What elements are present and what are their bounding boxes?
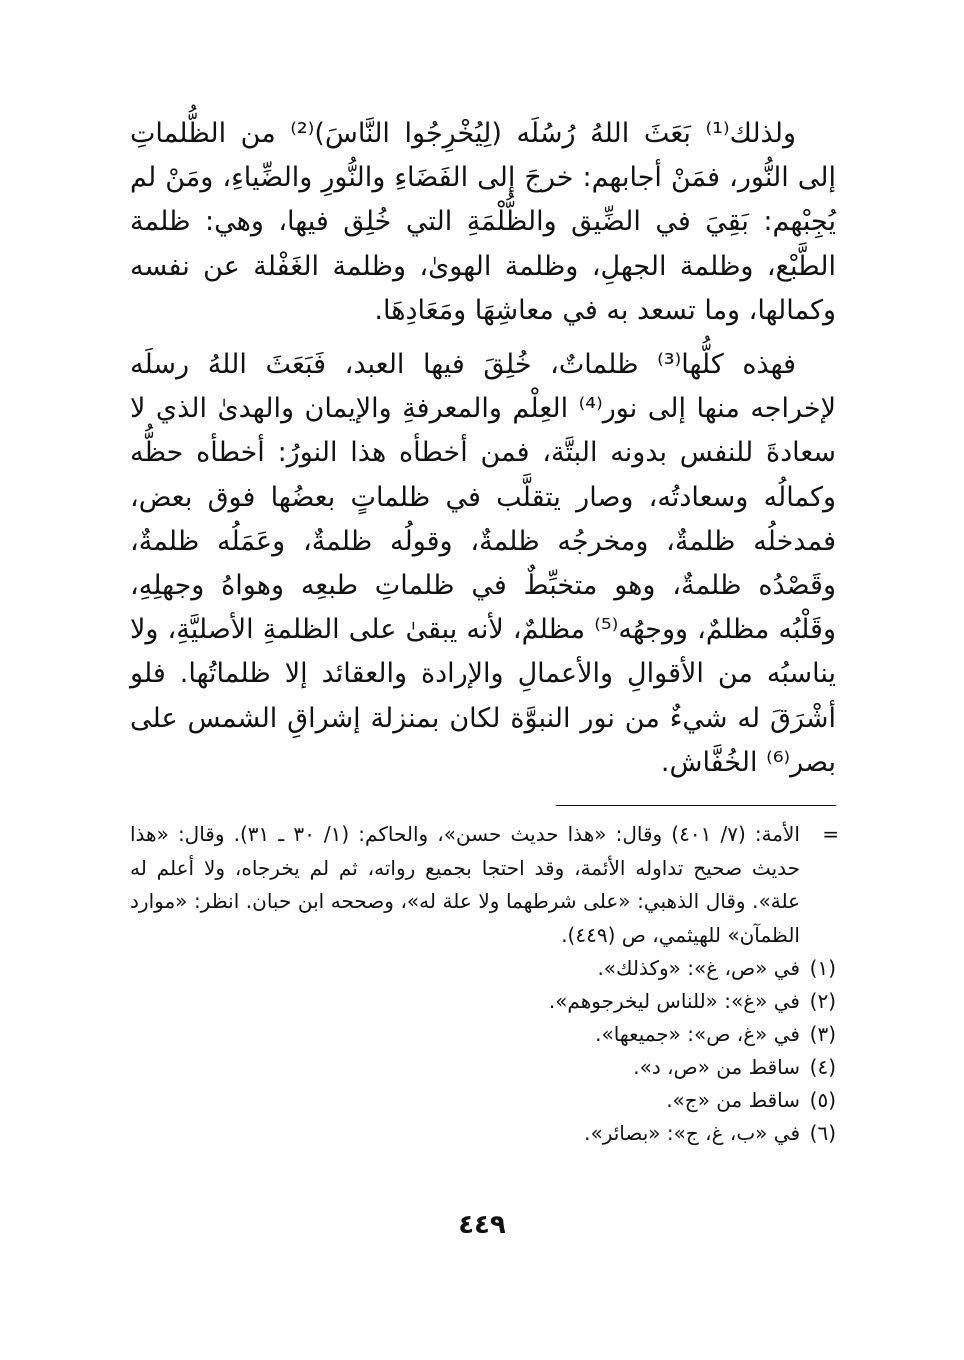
footnote-number: (١)	[809, 956, 836, 980]
footnote-item-2	[130, 985, 836, 1018]
footnote-item-4	[130, 1051, 836, 1084]
footnote-text: في «ص، غ»: «وكذلك».	[597, 956, 800, 980]
footnote-number: (٦)	[809, 1121, 836, 1145]
footnote-text: في «غ»: «للناس ليخرجوهم».	[548, 989, 800, 1013]
footnote-continuation	[130, 818, 839, 952]
footnote-number: (٥)	[809, 1088, 836, 1112]
page-number: ٤٤٩	[458, 1210, 506, 1240]
footnote-text: ساقط من «ج».	[666, 1088, 800, 1112]
paragraph-2: فهذه كلُّها⁽³⁾ ظلماتٌ، خُلِقَ فيها العبد، فَبَعَثَ اللهُ رسلَه لإخراجه منها إلى نور⁽⁴⁾ العِلْم والمعرفةِ والإيمان والهدىٰ الذي لا سعادةَ للنفس بدونه البتَّة، فمن أخطأه هذا النورُ: أخطأه حظُّه وكمالُه وسعادتُه، وصار يتقلَّب في ظلماتٍ بعضُها فوق بعض، فمدخلُه ظلمةٌ، ومخرجُه ظلمةٌ، وقولُه ظلمةٌ، وعَمَلُه ظلمةٌ، وقَصْدُه ظلمةٌ، وهو متخبِّطٌ في ظلماتِ طبعِه وهواهُ وجهلِهِ، وقَلْبُه مظلمٌ، ووجهُه⁽⁵⁾ مظلمٌ، لأنه يبقىٰ على الظلمةِ الأصليَّةِ، ولا يناسبُه من الأقوالِ والأعمالِ والإرادة والعقائد إلا ظلماتُها. فلو أشْرَقَ له شيءٌ من نور النبوَّة لكان بمنزلة إشراقِ الشمس على بصر⁽⁶⁾ الخُفَّاش.	[130, 349, 836, 778]
footnote-number: (٣)	[809, 1022, 836, 1046]
main-text	[130, 112, 836, 785]
paragraph-1: ولذلك⁽¹⁾ بَعَثَ اللهُ رُسُلَه (لِيُخْرِجُوا النَّاسَ)⁽²⁾ من الظُّلماتِ إلى النُّور، فمَنْ أجابهم: خرجَ إلى الفَضَاءِ والنُّورِ والضِّياءِ، ومَنْ لم يُجِبْهم: بَقِيَ في الضِّيق والظُّلْمَةِ التي خُلِق فيها، وهي: ظلمة الطَّبْع، وظلمة الجهلِ، وظلمة الهوىٰ، وظلمة الغَفْلة عن نفسه وكمالها، وما تسعد به في معاشِهَا ومَعَادِهَا.	[130, 118, 836, 326]
footnote-item-3	[130, 1018, 836, 1051]
footnote-item-1	[130, 952, 836, 985]
footnotes	[130, 818, 839, 1150]
footnote-item-5	[130, 1084, 836, 1117]
footnote-number: (٢)	[809, 989, 836, 1013]
footnote-text: في «غ، ص»: «جميعها».	[595, 1022, 800, 1046]
continuation-marker: =	[822, 822, 839, 846]
footnote-text: في «ب، غ، ج»: «بصائر».	[584, 1121, 800, 1145]
footnote-divider	[556, 805, 836, 806]
footnote-item-6	[130, 1117, 836, 1150]
footnote-number: (٤)	[809, 1055, 836, 1079]
footnote-continuation-text: الأمة: (٧/ ٤٠١) وقال: «هذا حديث حسن»، والحاكم: (١/ ٣٠ ـ ٣١). وقال: «هذا حديث صحيح تداوله الأئمة، وقد احتجا بجميع رواته، ثم لم يخرجاه، ولا أعلم له علة». وقال الذهبي: «على شرطهما ولا علة له»، وصححه ابن حبان. انظر: «موارد الظمآن» للهيثمي، ص (٤٤٩).	[130, 822, 800, 947]
footnote-text: ساقط من «ص، د».	[633, 1055, 800, 1079]
